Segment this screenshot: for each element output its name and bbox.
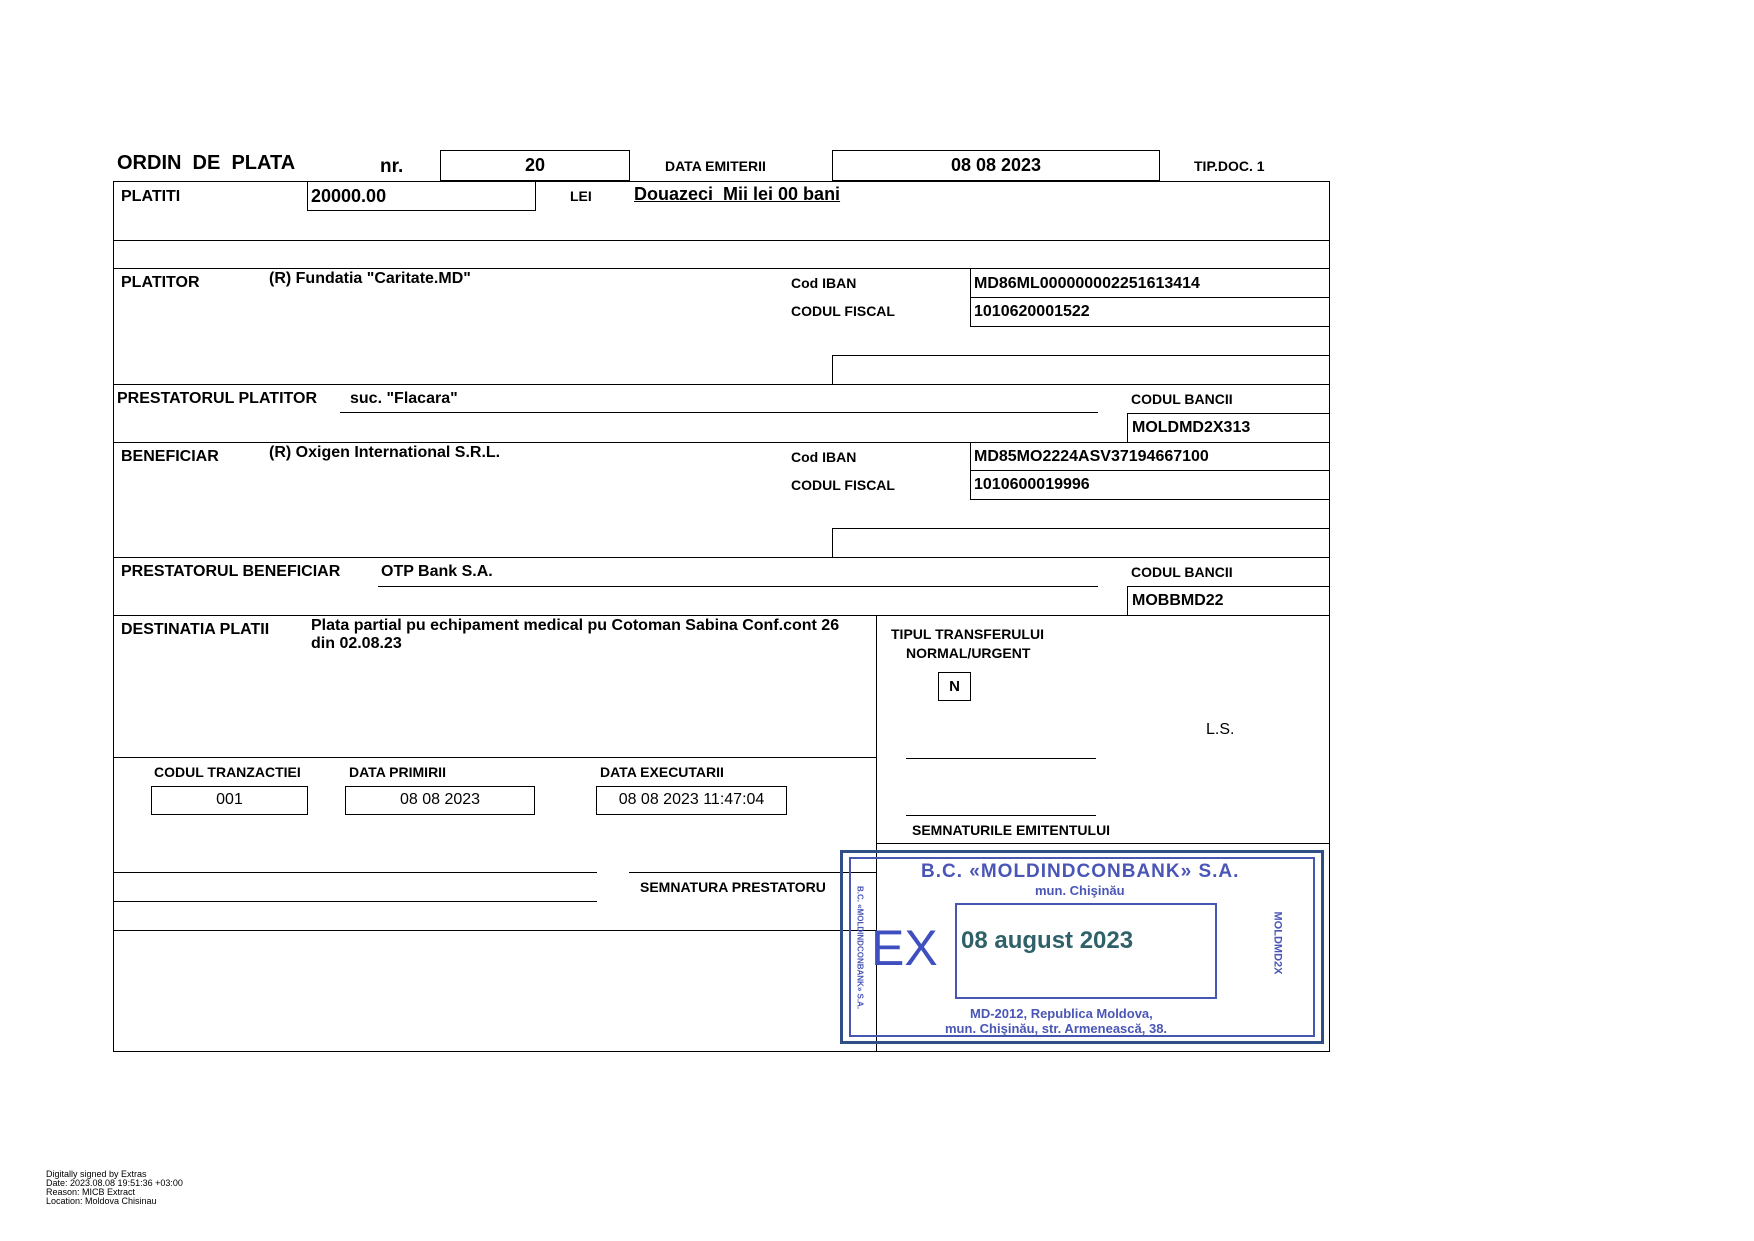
divider [113,384,1330,385]
amount-in-words: Douazeci Mii lei 00 bani [634,184,841,204]
beneficiary-bank-code: MOBBMD22 [1132,592,1224,609]
stamp-side-left: B.C. «MOLDINDCONBANK» S.A. [855,885,865,1010]
digital-signature [46,1170,183,1206]
digital-signature-line: Reason: MICB Extract [46,1187,136,1197]
divider [113,557,1330,558]
doc-type: TIP.DOC. 1 [1194,158,1265,174]
stamp-address-2: mun. Chişinău, str. Armenească, 38. [945,1021,1168,1036]
stamp-ex: EX [871,920,938,976]
amount-value: 20000.00 [311,186,387,206]
digital-signature-line: Date: 2023.08.08 19:51:36 +03:00 [46,1178,183,1188]
payer-name: (R) Fundatia "Caritate.MD" [269,270,471,287]
divider [113,442,1330,443]
divider [970,297,1330,298]
beneficiary-bank-code-label: CODUL BANCII [1131,564,1233,580]
issuer-signature-line [906,758,1096,759]
executed-date-label: DATA EXECUTARII [600,764,724,780]
currency-label: LEI [570,188,592,204]
payer-bank-name: suc. "Flacara" [350,390,458,407]
stamp-date: 08 august 2023 [961,927,1134,954]
divider [113,757,876,758]
stamp-bank-name: B.C. «MOLDINDCONBANK» S.A. [921,861,1240,882]
issue-date: 08 08 2023 [950,155,1042,175]
divider [113,615,1330,616]
beneficiary-bank-name: OTP Bank S.A. [381,563,493,580]
ls-mark: L.S. [1206,721,1235,738]
payer-bank-code-box [1127,413,1330,443]
issuer-signatures-label: SEMNATURILE EMITENTULUI [912,822,1111,838]
beneficiary-name: (R) Oxigen International S.R.L. [269,444,501,461]
amount-box [307,181,536,211]
payer-fiscal-label: CODUL FISCAL [791,303,895,319]
transfer-type-box [938,672,971,701]
divider [113,268,1330,269]
received-date: 08 08 2023 [399,791,481,808]
issue-date-box [832,150,1160,181]
divider [970,470,1330,471]
payer-bank-code-label: CODUL BANCII [1131,391,1233,407]
received-date-box [345,786,535,815]
divider [970,326,1330,327]
stamp-side-right: MOLDMD2X [1271,911,1284,975]
payer-fiscal-code: 1010620001522 [974,303,1090,320]
payer-extra-box [832,355,1330,385]
beneficiary-bank-code-box [1127,586,1330,616]
beneficiary-iban: MD85MO2224ASV37194667100 [974,448,1209,465]
transaction-code: 001 [216,791,243,808]
issuer-signature-line [906,815,1096,816]
bank-stamp [840,850,1324,1044]
purpose-label: DESTINATIA PLATII [121,621,270,638]
divider [629,872,876,873]
received-date-label: DATA PRIMIRII [349,764,446,780]
divider [970,499,1330,500]
executed-date: 08 08 2023 11:47:04 [618,791,765,808]
amount-label: PLATITI [121,188,181,205]
nr-label: nr. [380,156,404,177]
divider [113,901,597,902]
executed-date-box [596,786,787,815]
beneficiary-iban-label: Cod IBAN [791,449,857,465]
transaction-code-label: CODUL TRANZACTIEI [154,764,301,780]
digital-signature-line: Digitally signed by Extras [46,1169,147,1179]
payer-bank-label: PRESTATORUL PLATITOR [117,390,318,407]
divider [340,412,1098,413]
order-number: 20 [524,155,546,175]
issue-date-label: DATA EMITERII [665,158,766,174]
divider [113,930,876,931]
stamp-address-1: MD-2012, Republica Moldova, [970,1006,1153,1021]
divider [876,843,1330,844]
stamp-city: mun. Chişinău [1035,883,1125,898]
order-number-box [440,150,630,181]
divider [113,240,1330,241]
payer-iban-label: Cod IBAN [791,275,857,291]
page-title: ORDIN DE PLATA [117,152,296,174]
beneficiary-fiscal-code: 1010600019996 [974,476,1090,493]
divider [378,586,1098,587]
provider-signature-label: SEMNATURA PRESTATORU [640,879,826,895]
transaction-code-box [151,786,308,815]
transfer-type-label: TIPUL TRANSFERULUI [891,626,1044,642]
payer-label: PLATITOR [121,274,200,291]
beneficiary-fiscal-label: CODUL FISCAL [791,477,895,493]
transfer-type-sublabel: NORMAL/URGENT [906,645,1031,661]
beneficiary-label: BENEFICIAR [121,448,219,465]
payer-bank-code: MOLDMD2X313 [1132,419,1251,436]
purpose-line-1: Plata partial pu echipament medical pu Cotoman Sabina Conf.cont 26 [311,617,840,634]
digital-signature-line: Location: Moldova Chisinau [46,1196,157,1206]
purpose-line-2: din 02.08.23 [311,635,402,652]
payer-iban: MD86ML000000002251613414 [974,275,1200,292]
divider [113,872,597,873]
beneficiary-bank-label: PRESTATORUL BENEFICIAR [121,563,341,580]
beneficiary-extra-box [832,528,1330,558]
transfer-type-value: N [949,678,960,695]
